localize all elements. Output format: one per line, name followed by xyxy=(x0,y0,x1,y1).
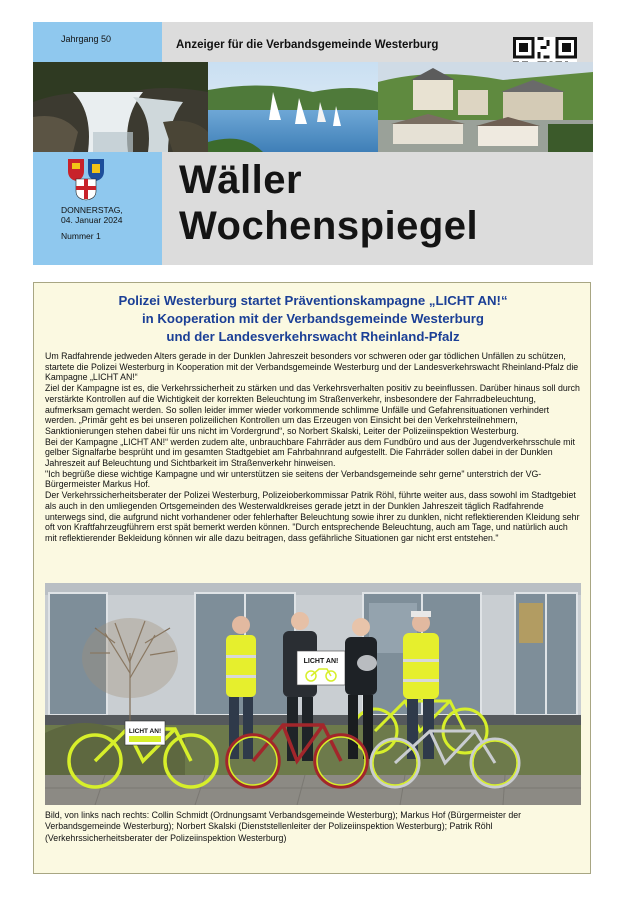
landscape-photo-strip xyxy=(33,62,593,152)
issue-info-box xyxy=(33,152,162,265)
article-paragraph: Um Radfahrende jedweden Alters gerade in der Dunklen Jahreszeit besonders vor schweren oder gar tödlichen Unfällen zu schützen, startete die Polizei Westerburg in Kooperation mit der Verbandsgemeinde Westerburg und der Landesverkehrswacht Rheinland-Pfalz die Kampagne „LICHT AN!“ xyxy=(45,351,579,383)
article-headline-line3: und der Landesverkehrswacht Rheinland-Pfalz xyxy=(166,329,460,344)
article-box xyxy=(33,282,591,874)
article-paragraph: Bei der Kampagne „LICHT AN!“ werden zudem alte, unbrauchbare Fahrräder aus dem Fundbüro und aus der Jugendverkehrsschule mit gelber Signalfarbe besprüht und im gesamten Stadtgebiet am Fahrbahnrand aufgestellt. Die Fahrräder sollen dabei in der Dunklen Jahreszeit auf Beleuchtung und Sichtbarkeit im Straßenverkehr hinweisen. xyxy=(45,436,575,469)
issue-number: Nummer 1 xyxy=(61,231,101,241)
newspaper-title-line2: Wochenspiegel xyxy=(179,204,479,248)
article-paragraph: "Ich begrüße diese wichtige Kampagne und wir unterstützen sie seitens der Verbandsgemeinde sehr gerne" unterstrich der VG-Bürgermeister Markus Hof. xyxy=(45,468,542,490)
article-paragraph: Ziel der Kampagne ist es, die Verkehrssicherheit zu stärken und das Verkehrsverhalten positiv zu beeinflussen. Darüber hinaus soll durch verstärkte Kontrollen auf die Wichtigkeit der korrekten Beleuchtung im Straßenverkehr, insbesondere der Fahrradbeleuchtung, aufmerksam gemacht werden. So sollen leider immer wieder vorkommende schlimme Unfälle und Gefahrensituationen verhindert werden. „Primär geht es bei unseren polizeilichen Kontrollen um das Erzeugen von Einsicht bei den Verkehrsteilnehmern, Sanktionierungen stehen dabei für uns nicht im Vordergrund“, so Norbert Skalski, Leiter der Polizeiinspektion Westerburg. xyxy=(45,383,580,436)
sign-label-top: LICHT AN! xyxy=(303,658,339,665)
article-body xyxy=(45,351,581,544)
photo-caption: Bild, von links nach rechts: Collin Schmidt (Ordnungsamt Verbandsgemeinde Westerburg); Markus Hof (Bürgermeister der Verbandsgemeinde Westerburg); Norbert Skalski (Dienststellenleiter der Polizeiinspektion Westerburg); Patrik Röhl (Verkehrssicherheitsberater der Polizeiinspektion Westerburg) xyxy=(45,810,522,843)
masthead xyxy=(33,22,593,265)
article-headline-line1: Polizei Westerburg startet Präventionskampagne „LICHT AN!“ xyxy=(118,293,508,308)
newspaper-title-line1: Wäller xyxy=(179,158,303,202)
article-headline-line2: in Kooperation mit der Verbandsgemeinde Westerburg xyxy=(142,311,484,326)
coat-of-arms-icon xyxy=(66,157,106,201)
issue-weekday: DONNERSTAG, xyxy=(61,205,123,215)
sign-label-bike: LICHT AN! xyxy=(128,728,162,735)
issue-date: 04. Januar 2024 xyxy=(61,215,123,225)
volume-label: Jahrgang 50 xyxy=(61,34,112,44)
article-photo[interactable] xyxy=(45,583,581,805)
volume-box xyxy=(33,22,162,62)
article-paragraph: Der Verkehrssicherheitsberater der Polizei Westerburg, Polizeioberkommissar Patrik Röhl, führte weiter aus, dass sowohl im Stadtgebiet als auch in den umliegenden Ortsgemeinden des Westerwaldkreises gerade jetzt in der Dunklen Jahreszeit täglich Radfahrende unterwegs sind, die aufgrund nicht vorhandener oder fehlerhafter Beleuchtung sowie ihrer zu dunklen, nicht reflektierenden Kleidung sehr oft von Kraftfahrzeugführern erst spät bemerkt werden können. "Durch entsprechende Beleuchtung, auch am Tage, und natürlich auch mit reflektierender Bekleidung können wir alle dazu beitragen, dass gefährliche Situationen gar nicht erst entstehen." xyxy=(45,490,580,543)
publisher-line: Anzeiger für die Verbandsgemeinde Westerburg xyxy=(176,39,439,51)
